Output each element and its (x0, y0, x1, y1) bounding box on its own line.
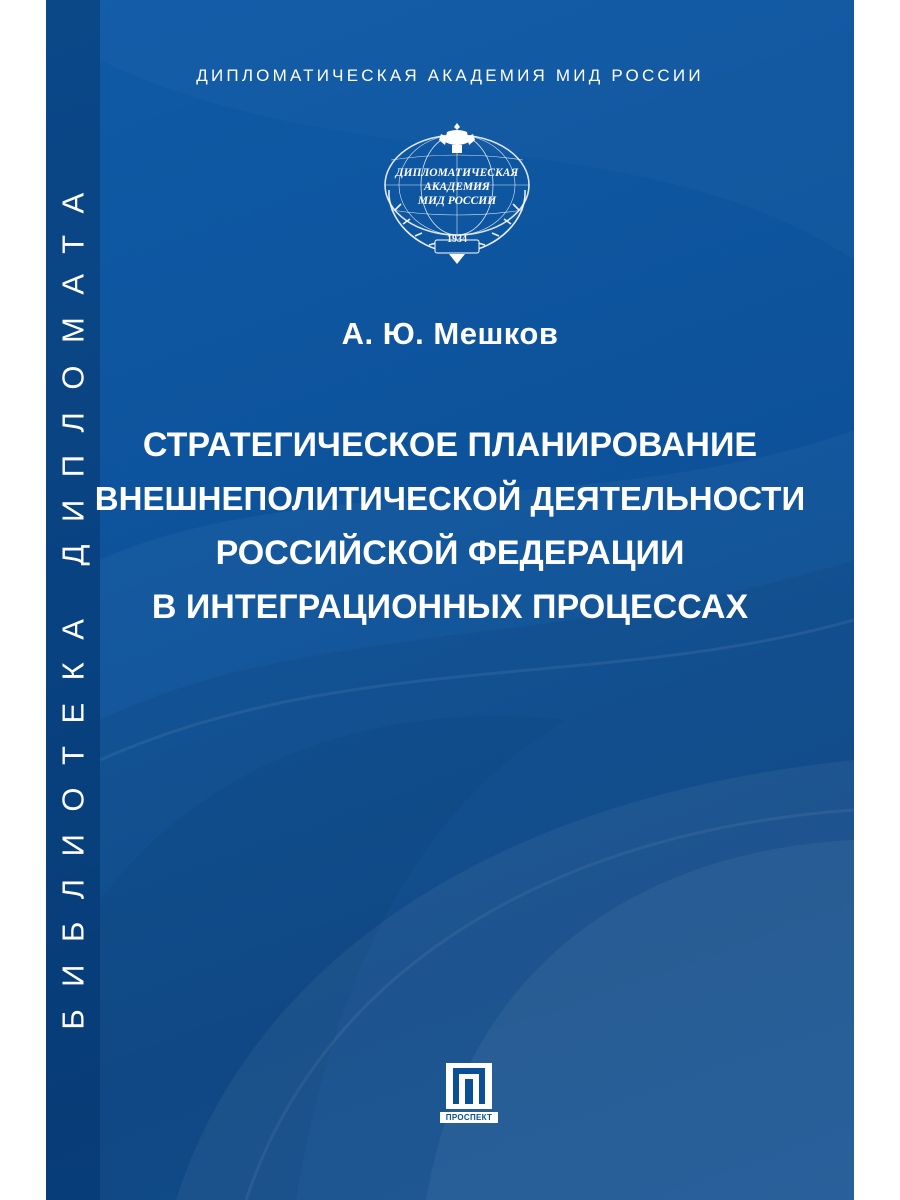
emblem-line2: АКАДЕМИЯ (424, 181, 490, 193)
publisher-logo (440, 1063, 500, 1123)
publisher-logo-label: ПРОСПЕКТ (440, 1112, 498, 1123)
prospekt-logo-icon (446, 1063, 492, 1109)
book-cover (46, 0, 854, 1200)
emblem-line3: МИД РОССИИ (417, 195, 497, 207)
title-line-3: РОССИЙСКОЙ ФЕДЕРАЦИИ (215, 534, 685, 572)
publisher-header: ДИПЛОМАТИЧЕСКАЯ АКАДЕМИЯ МИД РОССИИ (196, 66, 704, 85)
eagle-icon (439, 123, 475, 153)
series-title: БИБЛИОТЕКА ДИПЛОМАТА (55, 170, 91, 1030)
academy-emblem (377, 120, 557, 270)
title-line-2: ВНЕШНЕПОЛИТИЧЕСКОЙ ДЕЯТЕЛЬНОСТИ (94, 480, 806, 517)
title-line-4: В ИНТЕГРАЦИОННЫХ ПРОЦЕССАХ (151, 588, 749, 626)
title-line-1: СТРАТЕГИЧЕСКОЕ ПЛАНИРОВАНИЕ (142, 426, 758, 464)
emblem-line1: ДИПЛОМАТИЧЕСКАЯ (395, 167, 519, 179)
emblem-year: 1934 (447, 234, 467, 245)
book-title (46, 418, 854, 634)
author: А. Ю. Мешков (341, 316, 559, 351)
